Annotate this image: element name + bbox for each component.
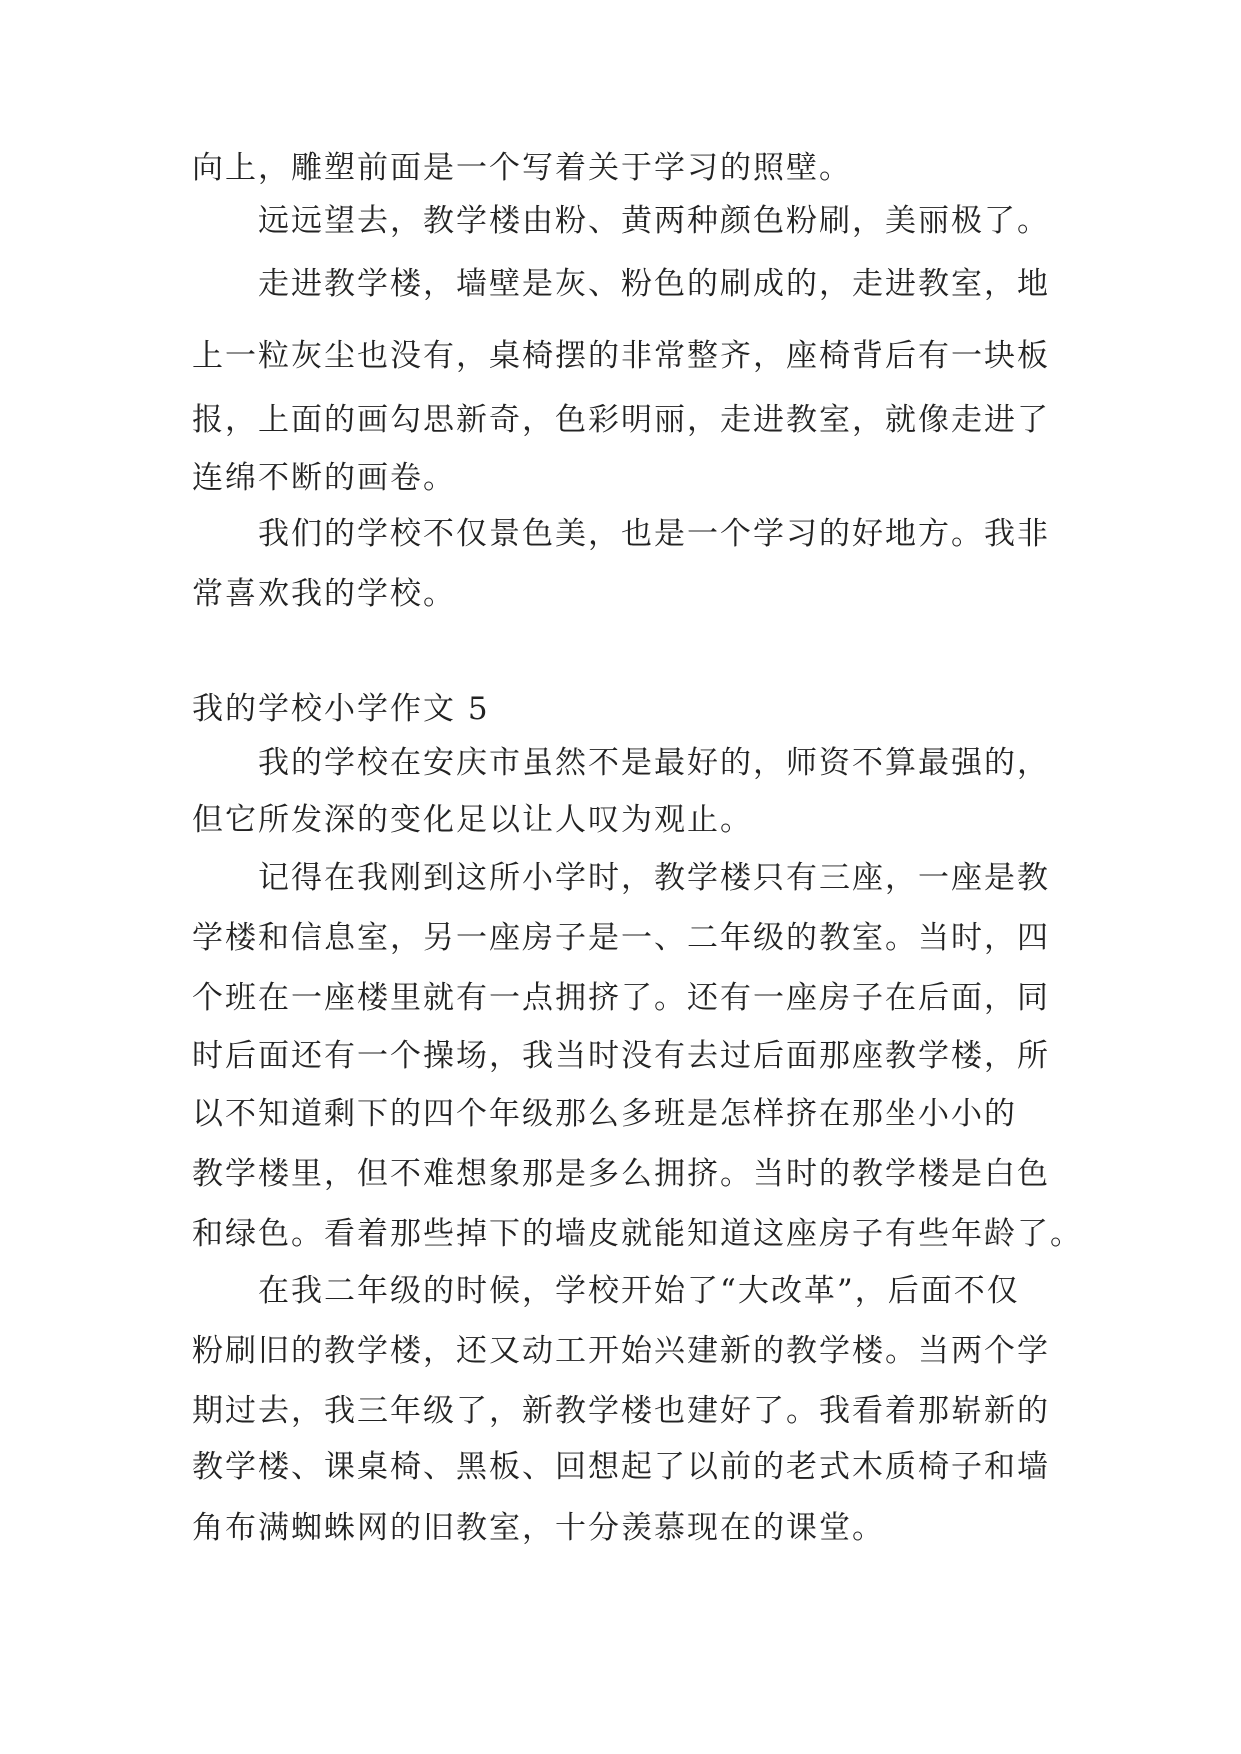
text-line: 但它所发深的变化足以让人叹为观止。	[192, 802, 753, 838]
text-line: 期过去，我三年级了，新教学楼也建好了。我看着那崭新的	[192, 1393, 1050, 1429]
text-line: 走进教学楼，墙壁是灰、粉色的刷成的，走进教室，地	[258, 266, 1050, 302]
text-line: 教学楼、课桌椅、黑板、回想起了以前的老式木质椅子和墙	[192, 1449, 1050, 1485]
text-line: 粉刷旧的教学楼，还又动工开始兴建新的教学楼。当两个学	[192, 1333, 1050, 1369]
text-line: 向上，雕塑前面是一个写着关于学习的照壁。	[192, 150, 852, 186]
text-line: 我们的学校不仅景色美，也是一个学习的好地方。我非	[258, 516, 1050, 552]
text-line: 报，上面的画勾思新奇，色彩明丽，走进教室，就像走进了	[192, 402, 1050, 438]
text-line: 以不知道剩下的四个年级那么多班是怎样挤在那坐小小的	[192, 1096, 1017, 1132]
text-line: 在我二年级的时候，学校开始了“大改革”，后面不仅	[258, 1273, 1020, 1309]
section-heading: 我的学校小学作文 5	[192, 691, 490, 727]
text-line: 远远望去，教学楼由粉、黄两种颜色粉刷，美丽极了。	[258, 203, 1050, 239]
text-line: 连绵不断的画卷。	[192, 460, 456, 496]
text-line: 时后面还有一个操场，我当时没有去过后面那座教学楼，所	[192, 1038, 1050, 1074]
text-line: 上一粒灰尘也没有，桌椅摆的非常整齐，座椅背后有一块板	[192, 338, 1050, 374]
text-line: 角布满蜘蛛网的旧教室，十分羡慕现在的课堂。	[192, 1510, 885, 1546]
text-line: 和绿色。看着那些掉下的墙皮就能知道这座房子有些年龄了。	[192, 1216, 1083, 1252]
text-line: 常喜欢我的学校。	[192, 576, 456, 612]
text-line: 我的学校在安庆市虽然不是最好的，师资不算最强的，	[258, 745, 1050, 781]
text-line: 教学楼里，但不难想象那是多么拥挤。当时的教学楼是白色	[192, 1156, 1050, 1192]
text-line: 学楼和信息室，另一座房子是一、二年级的教室。当时，四	[192, 920, 1050, 956]
text-line: 个班在一座楼里就有一点拥挤了。还有一座房子在后面，同	[192, 980, 1050, 1016]
text-line: 记得在我刚到这所小学时，教学楼只有三座，一座是教	[258, 860, 1050, 896]
